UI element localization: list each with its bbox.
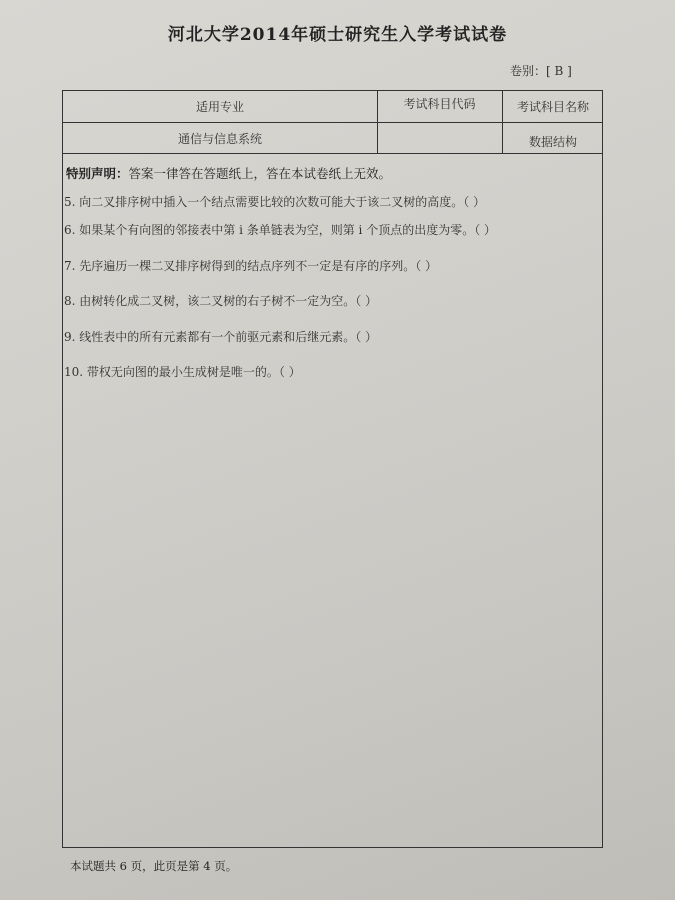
header-code-label: 考试科目代码 xyxy=(403,97,476,111)
major-value: 通信与信息系统 xyxy=(177,132,262,146)
exam-title: 河北大学2014年硕士研究生入学考试试卷 xyxy=(167,25,508,45)
table-divider xyxy=(63,122,602,123)
exam-volume: 卷别：[ B ] xyxy=(510,64,572,78)
page-footer: 本试题共 6 页，此页是第 4 页。 xyxy=(70,859,238,873)
notice-label: 特别声明： xyxy=(66,166,129,181)
question-item: 6. 如果某个有向图的邻接表中第 i 条单链表为空，则第 i 个顶点的出度为零。（ ） xyxy=(64,223,497,237)
header-table xyxy=(62,90,603,154)
question-item: 8. 由树转化成二叉树，该二叉树的右子树不一定为空。（ ） xyxy=(64,294,378,308)
special-notice xyxy=(66,164,391,182)
question-item: 9. 线性表中的所有元素都有一个前驱元素和后继元素。（ ） xyxy=(64,330,378,344)
header-name-label: 考试科目名称 xyxy=(516,100,589,114)
question-item: 5. 向二叉排序树中插入一个结点需要比较的次数可能大于该二叉树的高度。（ ） xyxy=(64,195,486,209)
question-item: 10. 带权无向图的最小生成树是唯一的。（ ） xyxy=(64,365,301,379)
subject-name-value: 数据结构 xyxy=(528,135,577,149)
notice-text: 答案一律答在答题纸上，答在本试卷纸上无效。 xyxy=(128,166,392,181)
header-major-label: 适用专业 xyxy=(195,100,244,114)
question-item: 7. 先序遍历一棵二叉排序树得到的结点序列不一定是有序的序列。（ ） xyxy=(64,259,438,273)
